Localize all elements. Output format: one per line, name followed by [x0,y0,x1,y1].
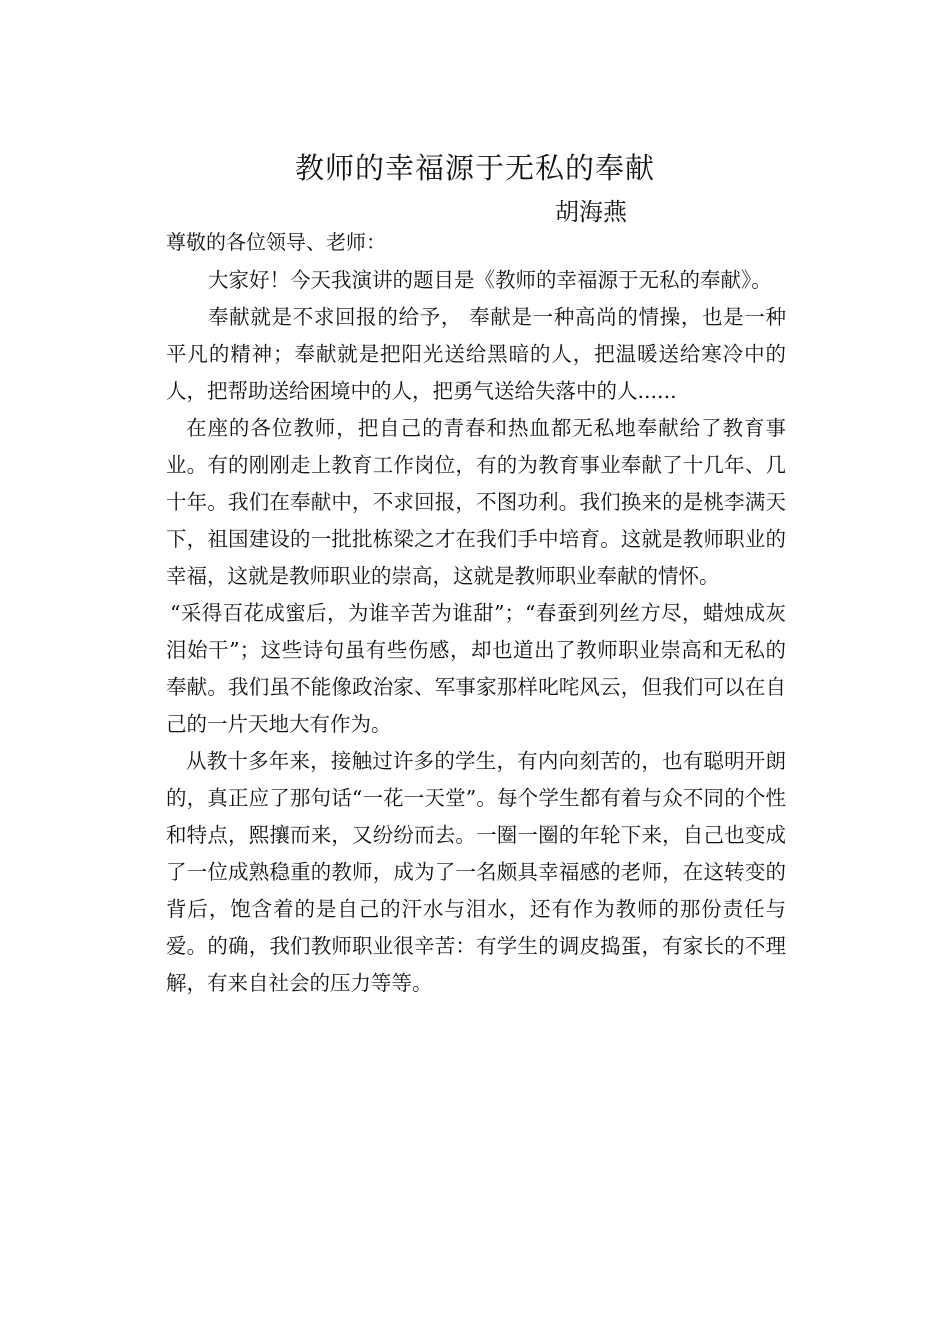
document-title: 教师的幸福源于无私的奉献 [294,151,655,185]
author-name: 胡海燕 [555,198,627,226]
paragraph-teaching-experience: 从教十多年来，接触过许多的学生，有内向刻苦的，也有聪明开朗的，真正应了那句话“一花一天堂”。每个学生都有着与众不同的个性和特点，熙攘而来，又纷纷而去。一圈一圈的年轮下来，自己也变成了一位成熟稳重的教师，成为了一名颇具幸福感的老师，在这转变的背后，饱含着的是自己的汗水与泪水，还有作为教师的那份责任与爱。的确，我们教师职业很辛苦：有学生的调皮捣蛋，有家长的不理解，有来自社会的压力等等。 [166,749,786,995]
salutation: 尊敬的各位领导、老师： [166,230,386,254]
paragraph-dedication-definition: 奉献就是不求回报的给予， 奉献是一种高尚的情操，也是一种平凡的精神；奉献就是把阳光送给黑暗的人，把温暖送给寒冷中的人，把帮助送给困境中的人，把勇气送给失落中的人...... [166,305,786,403]
paragraph-greeting: 大家好！今天我演讲的题目是《教师的幸福源于无私的奉献》。 [208,268,772,292]
document-body [166,262,786,1002]
paragraph-teachers-dedication: 在座的各位教师，把自己的青春和热血都无私地奉献给了教育事业。有的刚刚走上教育工作岗位，有的为教育事业奉献了十几年、几十年。我们在奉献中，不求回报，不图功利。我们换来的是桃李满天下，祖国建设的一批批栋梁之才在我们手中培育。这就是教师职业的幸福，这就是教师职业的崇高，这就是教师职业奉献的情怀。 [166,416,786,588]
paragraph-poem-quotes: “采得百花成蜜后，为谁辛苦为谁甜”；“春蚕到列丝方尽，蜡烛成灰泪始干”；这些诗句虽有些伤感，却也道出了教师职业崇高和无私的奉献。我们虽不能像政治家、军事家那样叱咤风云，但我们可以在自己的一片天地大有作为。 [166,601,786,736]
